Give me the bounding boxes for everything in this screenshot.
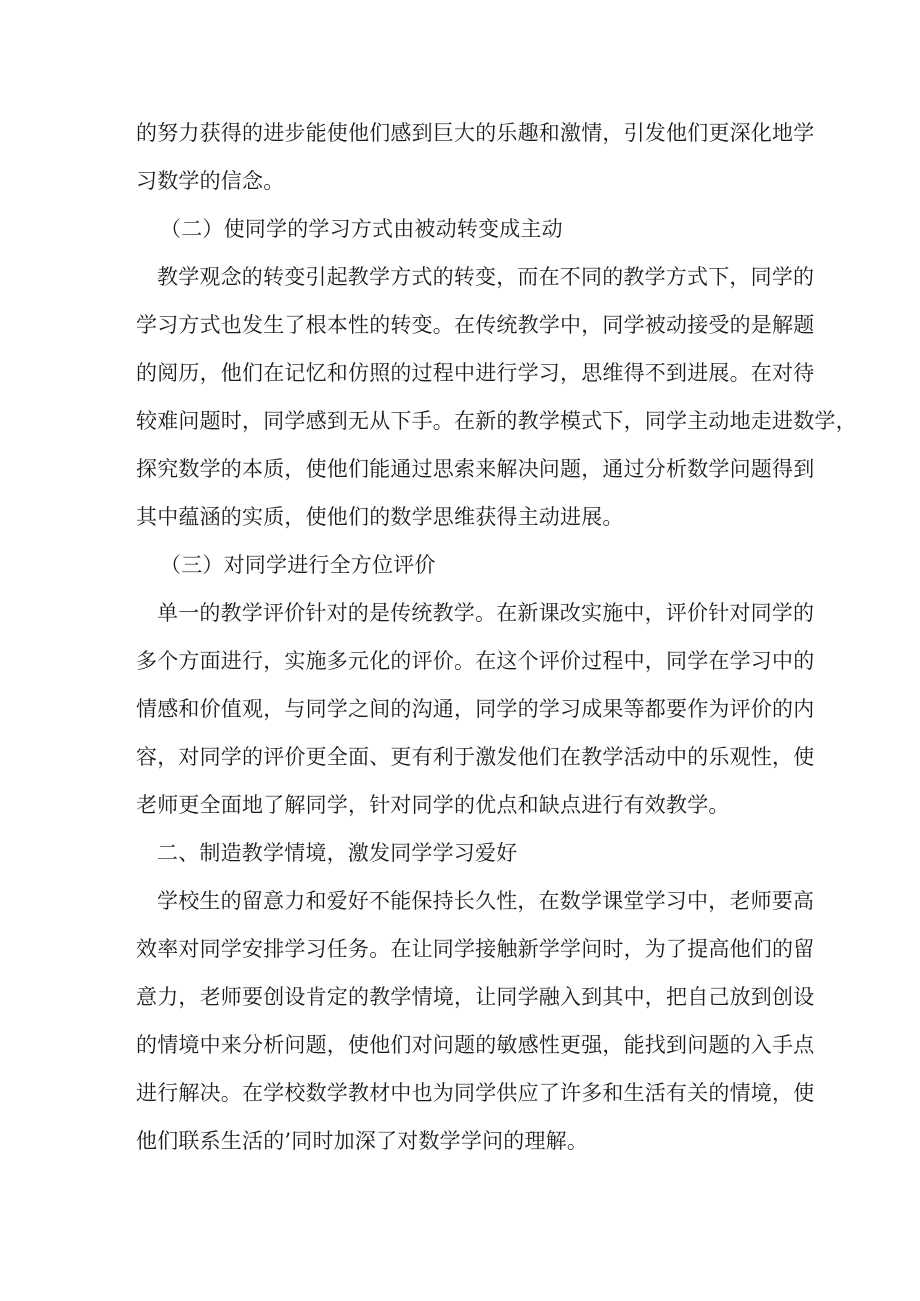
body-text-line: 的阅历，他们在记忆和仿照的过程中进行学习，思维得不到进展。在对待 [136, 361, 815, 385]
body-text-line: 效率对同学安排学习任务。在让同学接触新学学问时，为了提高他们的留 [136, 937, 815, 961]
body-text-line: 单一的教学评价针对的是传统教学。在新课改实施中，评价针对同学的 [157, 601, 815, 625]
body-text-line: 较难问题时，同学感到无从下手。在新的教学模式下，同学主动地走进数学， [136, 409, 857, 433]
body-text-line: 情感和价值观，与同学之间的沟通，同学的学习成果等都要作为评价的内 [136, 697, 815, 721]
body-text-line: 老师更全面地了解同学，针对同学的优点和缺点进行有效教学。 [136, 793, 730, 817]
body-text-line: 学校生的留意力和爱好不能保持长久性，在数学课堂学习中，老师要高 [157, 889, 815, 913]
section-heading: （二）使同学的学习方式由被动转变成主动 [160, 217, 563, 241]
body-text-line: 的情境中来分析问题，使他们对问题的敏感性更强，能找到问题的入手点 [136, 1033, 815, 1057]
body-text-line: 的努力获得的进步能使他们感到巨大的乐趣和激情，引发他们更深化地学 [136, 121, 815, 145]
body-text-line: 其中蕴涵的实质，使他们的数学思维获得主动进展。 [136, 505, 624, 529]
body-text-line: 他们联系生活的’同时加深了对数学学问的理解。 [136, 1129, 589, 1153]
body-text-line: 教学观念的转变引起教学方式的转变，而在不同的教学方式下，同学的 [157, 265, 815, 289]
body-text-line: 进行解决。在学校数学教材中也为同学供应了许多和生活有关的情境，使 [136, 1081, 815, 1105]
body-text-line: 意力，老师要创设肯定的教学情境，让同学融入到其中，把自己放到创设 [136, 985, 815, 1009]
section-heading: （三）对同学进行全方位评价 [160, 553, 436, 577]
body-text-line: 容，对同学的评价更全面、更有利于激发他们在教学活动中的乐观性，使 [136, 745, 815, 769]
body-text-line: 习数学的信念。 [136, 169, 285, 193]
body-text-line: 探究数学的本质，使他们能通过思索来解决问题，通过分析数学问题得到 [136, 457, 815, 481]
section-heading: 二、制造教学情境，激发同学学习爱好 [157, 841, 518, 865]
body-text-line: 多个方面进行，实施多元化的评价。在这个评价过程中，同学在学习中的 [136, 649, 815, 673]
body-text-line: 学习方式也发生了根本性的转变。在传统教学中，同学被动接受的是解题 [136, 313, 815, 337]
